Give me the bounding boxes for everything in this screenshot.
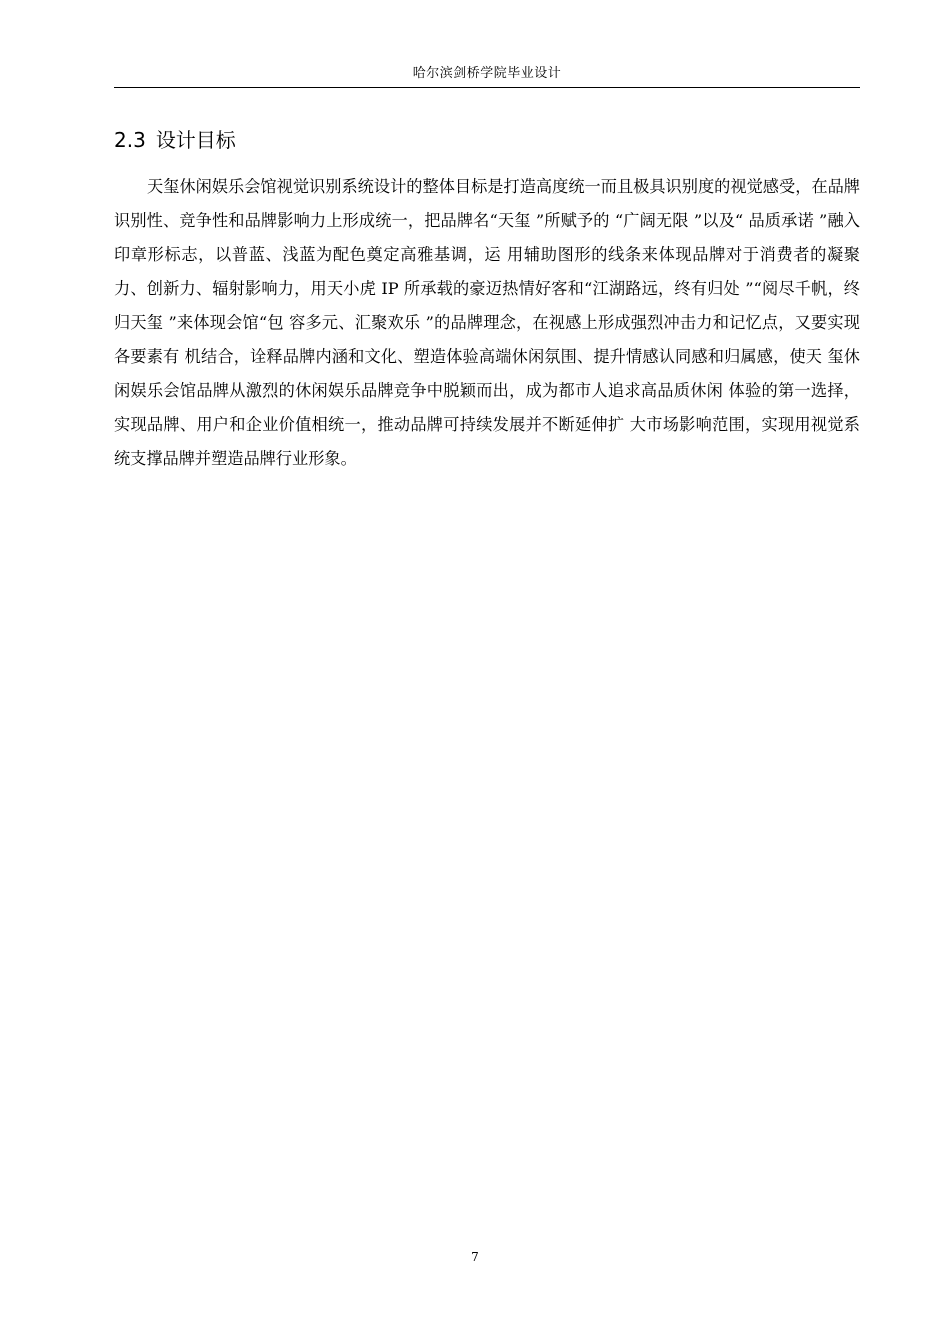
body-paragraph: 天玺休闲娱乐会馆视觉识别系统设计的整体目标是打造高度统一而且极具识别度的视觉感受，在品牌识别性、竞争性和品牌影响力上形成统一，把品牌名“天玺 ”所赋予的 “广阔无限 ”以及“ 品质承诺 ”融入印章形标志，以普蓝、浅蓝为配色奠定高雅基调，运 用辅助图形的线条来体现品牌对于消费者的凝聚力、创新力、辐射影响力，用天小虎 IP 所承载的豪迈热情好客和“江湖路远，终有归处 ”“阅尽千帆，终归天玺 ”来体现会馆“包 容多元、汇聚欢乐 ”的品牌理念，在视感上形成强烈冲击力和记忆点，又要实现各要素有 机结合，诠释品牌内涵和文化、塑造体验高端休闲氛围、提升情感认同感和归属感，使天 玺休闲娱乐会馆品牌从激烈的休闲娱乐品牌竞争中脱颖而出，成为都市人追求高品质休闲 体验的第一选择，实现品牌、用户和企业价值相统一，推动品牌可持续发展并不断延伸扩 大市场影响范围，实现用视觉系统支撑品牌并塑造品牌行业形象。 — [114, 177, 860, 468]
section-heading — [114, 127, 236, 153]
page-header: 哈尔滨剑桥学院毕业设计 — [412, 66, 562, 81]
section-title-text: 设计目标 — [155, 128, 236, 152]
page-number: 7 — [471, 1250, 479, 1264]
header-divider — [114, 87, 860, 88]
section-number: 2.3 — [114, 128, 146, 152]
